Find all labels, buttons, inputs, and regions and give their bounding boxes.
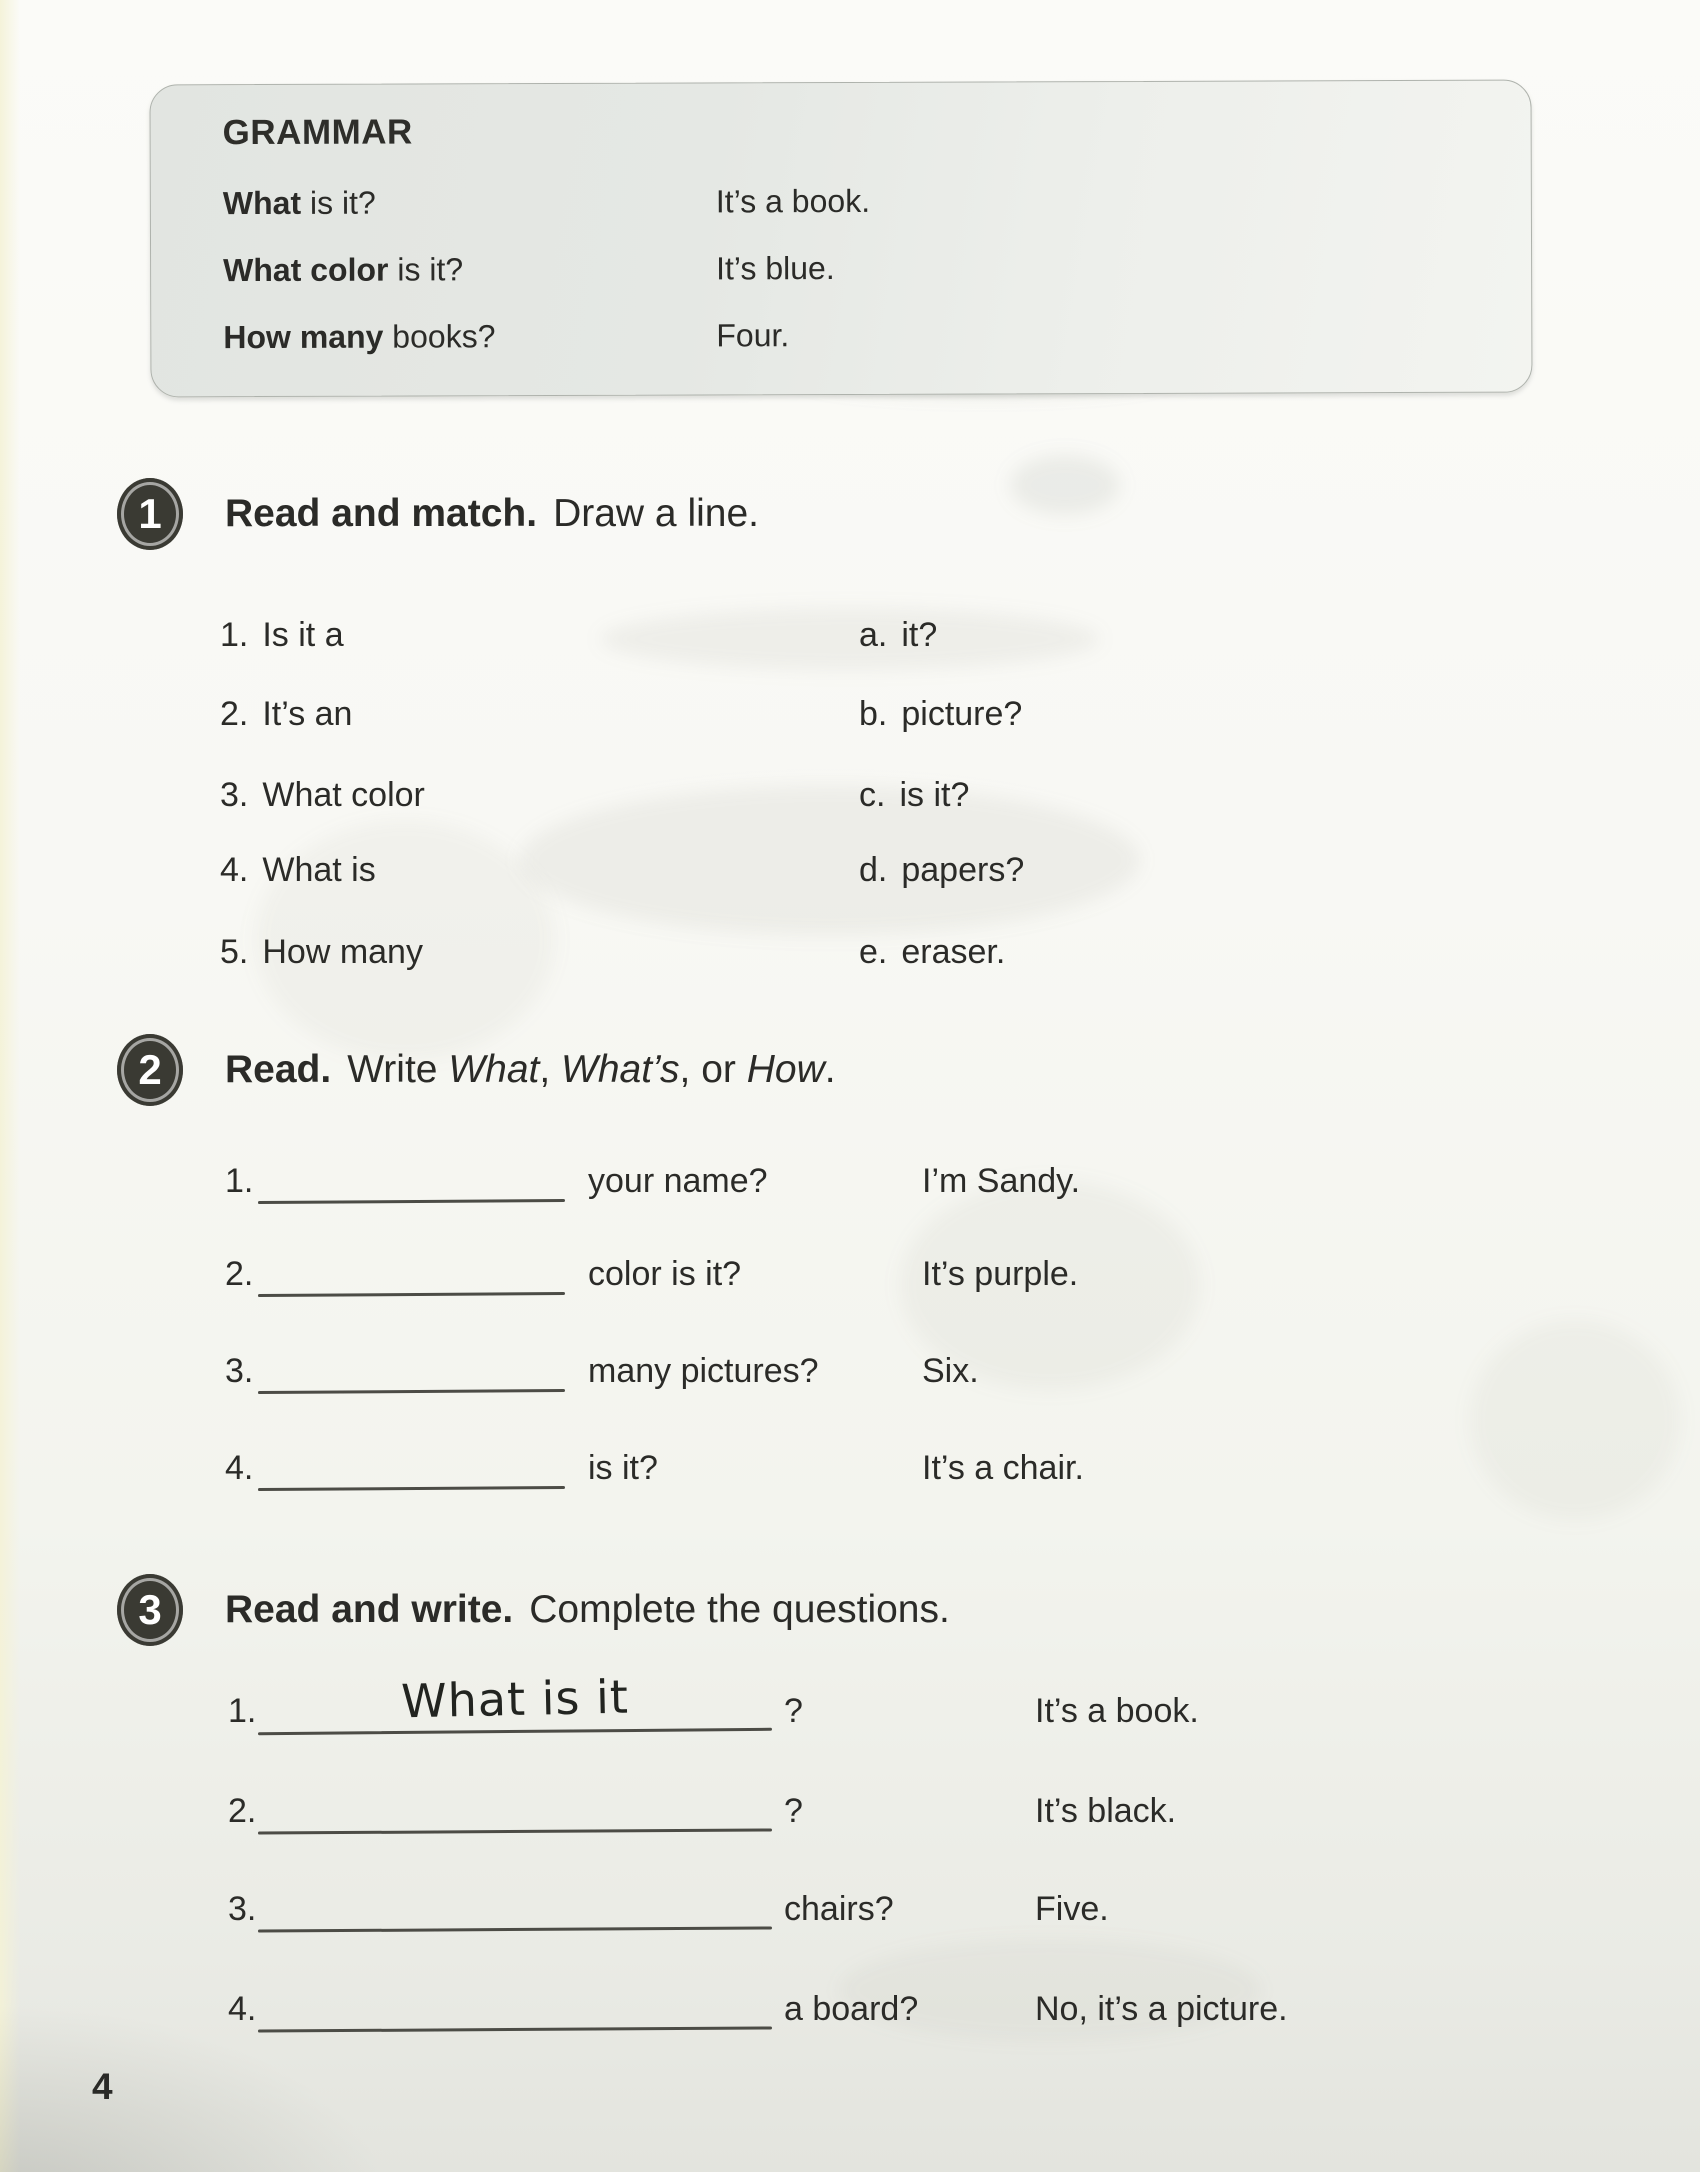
match-right-item: [859, 935, 1005, 969]
match-option-letter: b.: [859, 695, 888, 733]
instruction-text: , or: [679, 1048, 747, 1091]
page-number: 4: [92, 2066, 113, 2107]
instruction-text: .: [824, 1048, 836, 1091]
grammar-question: [223, 251, 463, 288]
answer-blank-line: [258, 1728, 772, 1735]
fill-item-number: 2.: [225, 1255, 254, 1293]
grammar-row: [223, 250, 835, 289]
exercise-title: Read.: [225, 1048, 332, 1091]
fill-item-number: 4.: [225, 1449, 254, 1487]
match-item-number: 2.: [220, 695, 249, 733]
fill-item-answer: It’s a chair.: [922, 1449, 1084, 1487]
match-option-text: papers?: [901, 851, 1025, 889]
match-option-text: is it?: [899, 776, 970, 814]
fill-item-question: your name?: [588, 1162, 768, 1200]
match-left-item: [220, 618, 344, 652]
write-item-answer: It’s black.: [1035, 1792, 1177, 1830]
grammar-question-rest: is it?: [388, 251, 464, 288]
grammar-box-title: GRAMMAR: [222, 112, 413, 153]
exercise-title: Read and match.: [225, 492, 538, 535]
match-option-letter: a.: [859, 616, 888, 654]
match-item-number: 1.: [220, 616, 249, 654]
grammar-question-bold: What: [222, 184, 302, 222]
match-item-text: What is: [262, 851, 376, 889]
match-left-item: [220, 778, 425, 812]
match-option-letter: d.: [859, 851, 888, 889]
match-item-text: Is it a: [262, 616, 344, 654]
write-item-suffix: chairs?: [784, 1890, 894, 1928]
match-right-item: [859, 697, 1022, 731]
badge-number: 2: [138, 1046, 162, 1093]
instruction-italic-word: What’s: [561, 1048, 680, 1091]
exercise-title: Read and write.: [225, 1588, 514, 1631]
fill-item-answer: Six.: [922, 1352, 979, 1390]
fill-item-question: is it?: [588, 1449, 658, 1487]
answer-blank-line: [258, 1486, 565, 1491]
write-item-number: 2.: [228, 1792, 257, 1830]
match-item-number: 4.: [220, 851, 249, 889]
match-left-item: [220, 935, 423, 969]
exercise-number-badge: [117, 478, 183, 550]
exercise-instruction: Draw a line.: [553, 492, 759, 535]
answer-blank-line: [258, 1389, 565, 1394]
match-item-text: How many: [262, 933, 423, 971]
answer-blank-line: [258, 1926, 772, 1932]
match-item-number: 5.: [220, 933, 249, 971]
instruction-text: Write: [347, 1048, 449, 1091]
grammar-answer: It’s blue.: [716, 250, 835, 287]
write-item-number: 1.: [228, 1692, 257, 1730]
badge-number: 1: [138, 490, 162, 537]
write-item-number: 3.: [228, 1890, 257, 1928]
match-option-text: it?: [901, 616, 938, 654]
bleed-through-smudge: [1010, 455, 1120, 515]
fill-item-question: many pictures?: [588, 1352, 819, 1390]
answer-blank-line: [258, 1199, 565, 1204]
write-item-suffix: ?: [784, 1692, 803, 1730]
grammar-question-bold: How many: [223, 318, 384, 356]
fill-item-number: 3.: [225, 1352, 254, 1390]
grammar-box: [149, 80, 1532, 398]
exercise-instruction: Complete the questions.: [529, 1588, 950, 1631]
write-item-suffix: a board?: [784, 1990, 919, 2028]
exercise-number-badge: [117, 1034, 183, 1106]
match-option-text: eraser.: [901, 933, 1006, 971]
bleed-through-smudge: [1470, 1320, 1680, 1520]
exercise-number-badge: [117, 1574, 183, 1646]
grammar-question: [223, 318, 495, 355]
fill-item-number: 1.: [225, 1162, 254, 1200]
match-option-text: picture?: [901, 695, 1023, 733]
bleed-through-smudge: [520, 785, 1140, 935]
match-option-letter: c.: [859, 776, 886, 814]
grammar-question-rest: books?: [383, 318, 496, 355]
badge-number: 3: [138, 1586, 162, 1633]
match-right-item: [859, 778, 969, 812]
fill-item-answer: It’s purple.: [922, 1255, 1079, 1293]
match-left-item: [220, 853, 376, 887]
instruction-italic-word: What: [448, 1048, 540, 1091]
handwritten-text: What is it: [400, 1669, 630, 1729]
fill-item-question: color is it?: [588, 1255, 742, 1293]
write-item-number: 4.: [228, 1990, 257, 2028]
grammar-question-bold: What color: [223, 251, 389, 289]
instruction-italic-word: How: [746, 1048, 825, 1091]
exercise-3-header: [117, 1574, 950, 1646]
answer-blank-line: [258, 1292, 565, 1297]
match-item-text: It’s an: [262, 695, 353, 733]
write-item-answer: Five.: [1035, 1890, 1109, 1928]
write-item-suffix: ?: [784, 1792, 803, 1830]
write-item-answer: No, it’s a picture.: [1035, 1990, 1288, 2028]
grammar-row: [222, 182, 871, 223]
match-option-letter: e.: [859, 933, 888, 971]
match-left-item: [220, 697, 352, 731]
answer-blank-line: [258, 2026, 772, 2032]
exercise-instruction: [347, 1048, 835, 1092]
exercise-1-header: [117, 478, 759, 550]
grammar-question: [223, 185, 376, 222]
grammar-answer: It’s a book.: [715, 182, 871, 220]
instruction-text: ,: [539, 1048, 562, 1091]
answer-blank-line: [258, 1828, 772, 1834]
match-item-text: What color: [262, 776, 425, 814]
grammar-question-rest: is it?: [301, 184, 376, 221]
match-right-item: [859, 853, 1024, 887]
grammar-answer: Four.: [716, 317, 790, 354]
bleed-through-smudge: [600, 608, 1100, 670]
match-right-item: [859, 618, 937, 652]
write-item-answer: It’s a book.: [1035, 1692, 1199, 1730]
grammar-row: [223, 317, 790, 356]
fill-item-answer: I’m Sandy.: [922, 1162, 1081, 1200]
match-item-number: 3.: [220, 776, 249, 814]
exercise-2-header: [117, 1034, 836, 1106]
